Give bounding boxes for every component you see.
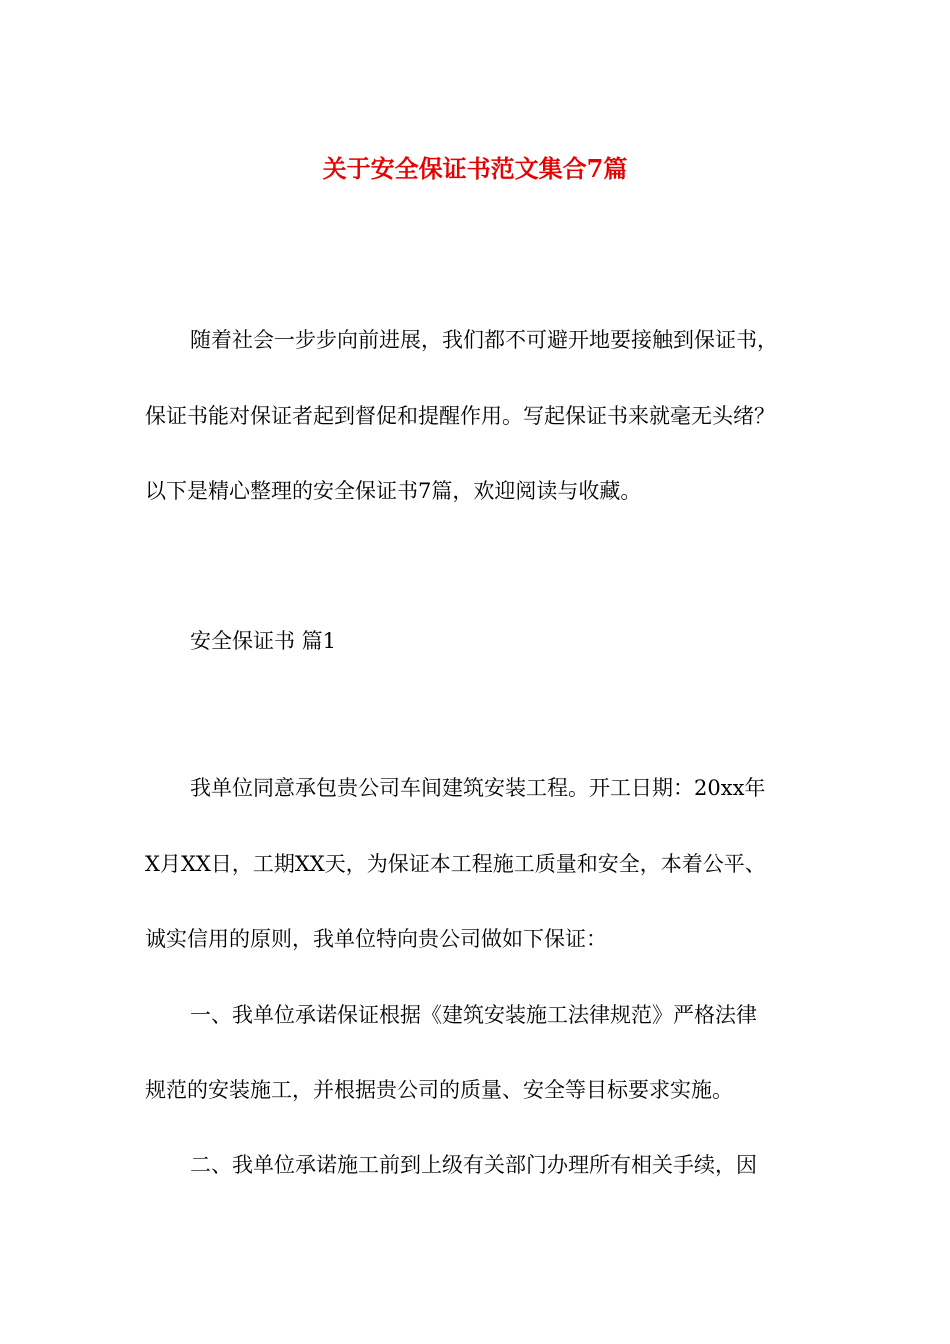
section-heading: 安全保证书 篇1 — [190, 629, 337, 653]
section-line-3: 诚实信用的原则，我单位特向贵公司做如下保证： — [145, 927, 607, 951]
section-line-2: X月XX日，工期XX天，为保证本工程施工质量和安全，本着公平、 — [145, 852, 766, 876]
section-line-6: 二、我单位承诺施工前到上级有关部门办理所有相关手续，因 — [190, 1153, 757, 1177]
page-title: 关于安全保证书范文集合7篇 — [322, 154, 628, 184]
section-line-5: 规范的安装施工，并根据贵公司的质量、安全等目标要求实施。 — [145, 1078, 733, 1102]
intro-line-1: 随着社会一步步向前进展，我们都不可避开地要接触到保证书， — [190, 328, 778, 352]
intro-line-3: 以下是精心整理的安全保证书7篇，欢迎阅读与收藏。 — [145, 479, 642, 503]
section-line-4: 一、我单位承诺保证根据《建筑安装施工法律规范》严格法律 — [190, 1003, 757, 1027]
section-line-1: 我单位同意承包贵公司车间建筑安装工程。开工日期：20xx年 — [190, 776, 766, 800]
intro-line-2: 保证书能对保证者起到督促和提醒作用。写起保证书来就毫无头绪？ — [145, 404, 775, 428]
